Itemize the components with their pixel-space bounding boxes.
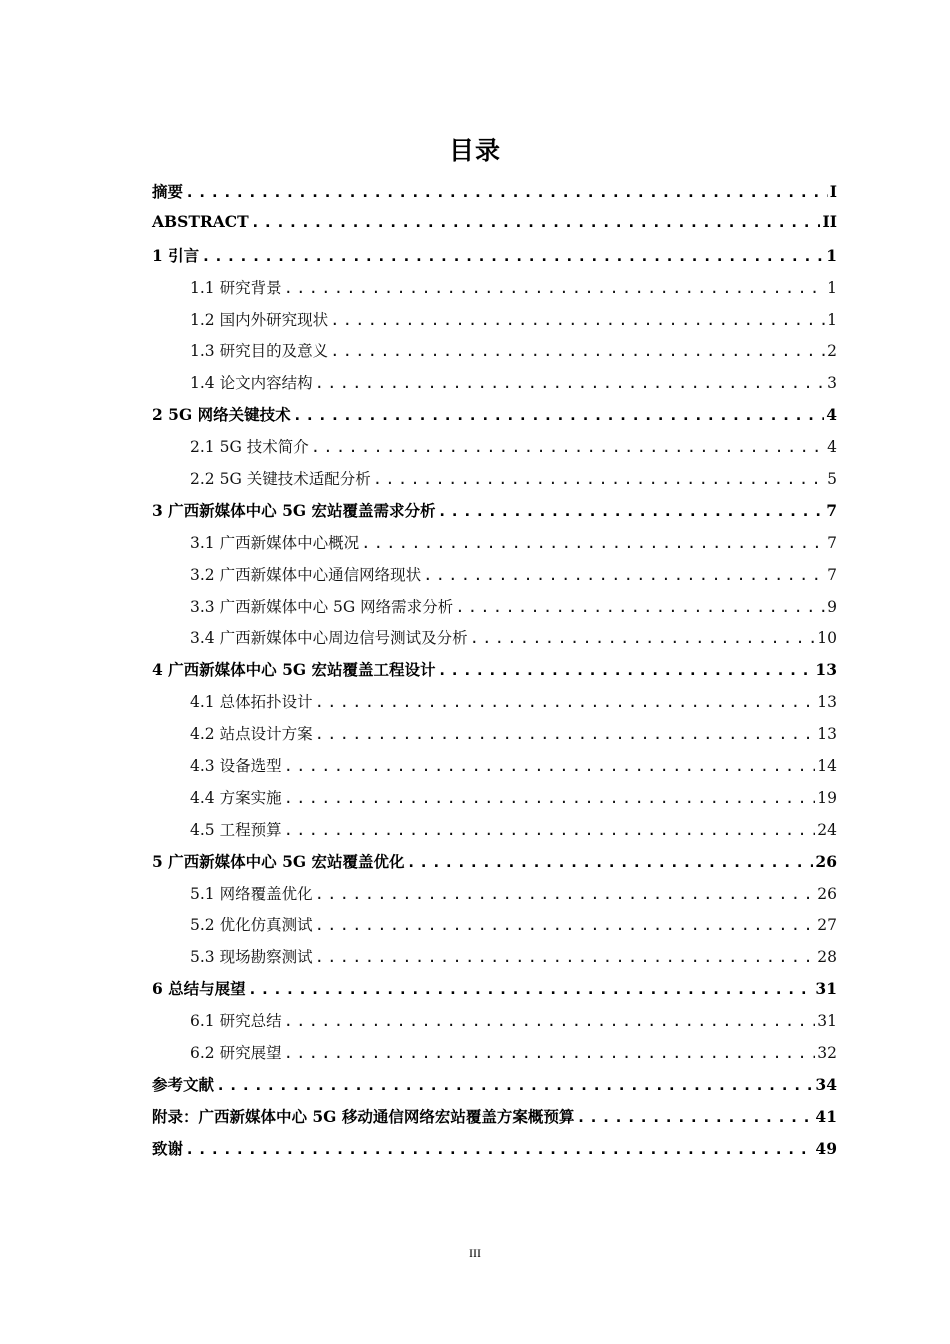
toc-entry-label: 4.1 总体拓扑设计 bbox=[190, 693, 313, 712]
dot-leader bbox=[330, 342, 825, 360]
dot-leader bbox=[251, 213, 821, 231]
dot-leader bbox=[438, 502, 825, 520]
toc-entry-label: 附录：广西新媒体中心 5G 移动通信网络宏站覆盖方案概预算 bbox=[152, 1106, 575, 1126]
dot-leader bbox=[216, 1076, 813, 1094]
toc-entry-page: I bbox=[829, 182, 837, 201]
dot-leader bbox=[470, 629, 816, 647]
toc-entry[interactable] bbox=[152, 467, 837, 499]
toc-entry[interactable] bbox=[152, 563, 837, 595]
toc-entry-label: 参考文献 bbox=[152, 1074, 215, 1094]
toc-entry-label: 1.3 研究目的及意义 bbox=[190, 342, 329, 361]
toc-entry-page: 26 bbox=[815, 851, 837, 871]
toc-entry-label: 4.3 设备选型 bbox=[190, 757, 282, 776]
toc-entry-page: 41 bbox=[815, 1106, 837, 1126]
dot-leader bbox=[315, 693, 816, 711]
toc-entry-page: 26 bbox=[817, 884, 837, 903]
toc-entry[interactable] bbox=[152, 850, 837, 882]
dot-leader bbox=[407, 853, 814, 871]
toc-entry[interactable] bbox=[152, 276, 837, 308]
dot-leader bbox=[576, 1108, 813, 1126]
dot-leader bbox=[315, 916, 816, 934]
toc-entry-page: 28 bbox=[817, 948, 837, 967]
toc-entry[interactable] bbox=[152, 1041, 837, 1073]
toc-entry-label: 6.1 研究总结 bbox=[190, 1012, 282, 1031]
toc-entry[interactable] bbox=[152, 244, 837, 276]
toc-entry-page: 34 bbox=[815, 1074, 837, 1094]
toc-entry[interactable] bbox=[152, 531, 837, 563]
dot-leader bbox=[185, 183, 828, 201]
toc-entry-page: 10 bbox=[817, 629, 837, 648]
toc-entry-label: ABSTRACT bbox=[152, 211, 249, 231]
toc-entry-label: 4.2 站点设计方案 bbox=[190, 725, 313, 744]
toc-entry-page: 49 bbox=[815, 1138, 837, 1158]
page-number: III bbox=[469, 1246, 481, 1260]
toc-entry[interactable] bbox=[152, 371, 837, 403]
toc-entry-page: 31 bbox=[817, 1012, 837, 1031]
dot-leader bbox=[201, 247, 824, 265]
dot-leader bbox=[284, 757, 816, 775]
dot-leader bbox=[293, 406, 825, 424]
dot-leader bbox=[330, 311, 825, 329]
dot-leader bbox=[284, 279, 826, 297]
toc-entry-label: 3.1 广西新媒体中心概况 bbox=[190, 533, 360, 552]
toc-entry[interactable] bbox=[152, 499, 837, 531]
toc-entry[interactable] bbox=[152, 626, 837, 658]
toc-entry[interactable] bbox=[152, 403, 837, 435]
dot-leader bbox=[284, 1044, 816, 1062]
toc-entry-label: 1.1 研究背景 bbox=[190, 278, 282, 297]
toc-entry[interactable] bbox=[152, 308, 837, 340]
toc-entry-label: 3 广西新媒体中心 5G 宏站覆盖需求分析 bbox=[152, 500, 436, 520]
toc-entry[interactable] bbox=[152, 882, 837, 914]
toc-entry-page: 14 bbox=[817, 757, 837, 776]
toc-entry-page: 7 bbox=[827, 565, 837, 584]
toc-entry-page: 3 bbox=[827, 374, 837, 393]
toc-entry-page: 4 bbox=[826, 405, 837, 425]
dot-leader bbox=[315, 948, 816, 966]
toc-entry-label: 致谢 bbox=[152, 1138, 184, 1158]
dot-leader bbox=[311, 438, 825, 456]
dot-leader bbox=[284, 1012, 816, 1030]
toc-entry[interactable] bbox=[152, 818, 837, 850]
toc-entry[interactable] bbox=[152, 1137, 837, 1169]
toc-entry-label: 5.2 优化仿真测试 bbox=[190, 916, 313, 935]
toc-entry-page: 19 bbox=[817, 788, 837, 807]
toc-entry[interactable] bbox=[152, 435, 837, 467]
toc-entry-page: 27 bbox=[817, 916, 837, 935]
toc-entry-page: 13 bbox=[815, 660, 837, 680]
dot-leader bbox=[438, 661, 814, 679]
toc-entry-page: 1 bbox=[826, 245, 837, 265]
table-of-contents bbox=[152, 180, 837, 1169]
dot-leader bbox=[373, 470, 825, 488]
toc-entry[interactable] bbox=[152, 339, 837, 371]
toc-entry-label: 3.2 广西新媒体中心通信网络现状 bbox=[190, 565, 422, 584]
toc-entry-label: 2 5G 网络关键技术 bbox=[152, 405, 291, 425]
toc-entry[interactable] bbox=[152, 212, 837, 244]
toc-entry-page: 5 bbox=[827, 470, 837, 489]
toc-entry-label: 2.2 5G 关键技术适配分析 bbox=[190, 470, 371, 489]
toc-entry-page: 13 bbox=[817, 693, 837, 712]
toc-entry-page: 2 bbox=[827, 342, 837, 361]
dot-leader bbox=[315, 725, 816, 743]
dot-leader bbox=[361, 534, 825, 552]
toc-entry[interactable] bbox=[152, 1073, 837, 1105]
dot-leader bbox=[284, 789, 816, 807]
dot-leader bbox=[315, 374, 826, 392]
toc-entry-label: 1.2 国内外研究现状 bbox=[190, 310, 329, 329]
toc-entry-page: 32 bbox=[817, 1044, 837, 1063]
toc-entry-page: 7 bbox=[827, 533, 837, 552]
toc-entry[interactable] bbox=[152, 1105, 837, 1137]
toc-entry-label: 5.3 现场勘察测试 bbox=[190, 948, 313, 967]
toc-entry[interactable] bbox=[152, 754, 837, 786]
dot-leader bbox=[185, 1140, 813, 1158]
toc-entry[interactable] bbox=[152, 913, 837, 945]
toc-entry[interactable] bbox=[152, 977, 837, 1009]
toc-entry[interactable] bbox=[152, 658, 837, 690]
toc-entry-page: 4 bbox=[827, 438, 837, 457]
toc-entry[interactable] bbox=[152, 180, 837, 212]
toc-entry-label: 4.5 工程预算 bbox=[190, 820, 282, 839]
toc-entry-page: 24 bbox=[817, 820, 837, 839]
toc-entry-label: 4.4 方案实施 bbox=[190, 788, 282, 807]
toc-entry-page: 13 bbox=[817, 725, 837, 744]
toc-entry-page: 31 bbox=[815, 979, 837, 999]
toc-entry[interactable] bbox=[152, 690, 837, 722]
toc-entry-page: 9 bbox=[827, 597, 837, 616]
dot-leader bbox=[315, 885, 816, 903]
toc-entry[interactable] bbox=[152, 945, 837, 977]
toc-entry-label: 4 广西新媒体中心 5G 宏站覆盖工程设计 bbox=[152, 660, 436, 680]
toc-entry-label: 1 引言 bbox=[152, 245, 200, 265]
dot-leader bbox=[284, 821, 816, 839]
toc-entry-label: 3.4 广西新媒体中心周边信号测试及分析 bbox=[190, 629, 468, 648]
page-title: 目录 bbox=[448, 135, 501, 165]
toc-entry[interactable] bbox=[152, 722, 837, 754]
toc-entry-page: 7 bbox=[826, 500, 837, 520]
toc-entry-label: 6 总结与展望 bbox=[152, 979, 246, 999]
toc-entry-page: 1 bbox=[827, 310, 837, 329]
toc-entry-label: 6.2 研究展望 bbox=[190, 1044, 282, 1063]
toc-entry[interactable] bbox=[152, 786, 837, 818]
dot-leader bbox=[248, 980, 814, 998]
toc-entry[interactable] bbox=[152, 595, 837, 627]
toc-entry-label: 5.1 网络覆盖优化 bbox=[190, 884, 313, 903]
dot-leader bbox=[423, 566, 825, 584]
toc-entry-label: 摘要 bbox=[152, 182, 184, 201]
toc-entry-label: 5 广西新媒体中心 5G 宏站覆盖优化 bbox=[152, 851, 405, 871]
toc-entry-label: 2.1 5G 技术简介 bbox=[190, 438, 309, 457]
toc-entry[interactable] bbox=[152, 1009, 837, 1041]
toc-entry-page: 1 bbox=[827, 278, 837, 297]
toc-entry-label: 3.3 广西新媒体中心 5G 网络需求分析 bbox=[190, 597, 454, 616]
toc-entry-page: II bbox=[822, 211, 837, 231]
dot-leader bbox=[455, 598, 825, 616]
toc-entry-label: 1.4 论文内容结构 bbox=[190, 374, 313, 393]
